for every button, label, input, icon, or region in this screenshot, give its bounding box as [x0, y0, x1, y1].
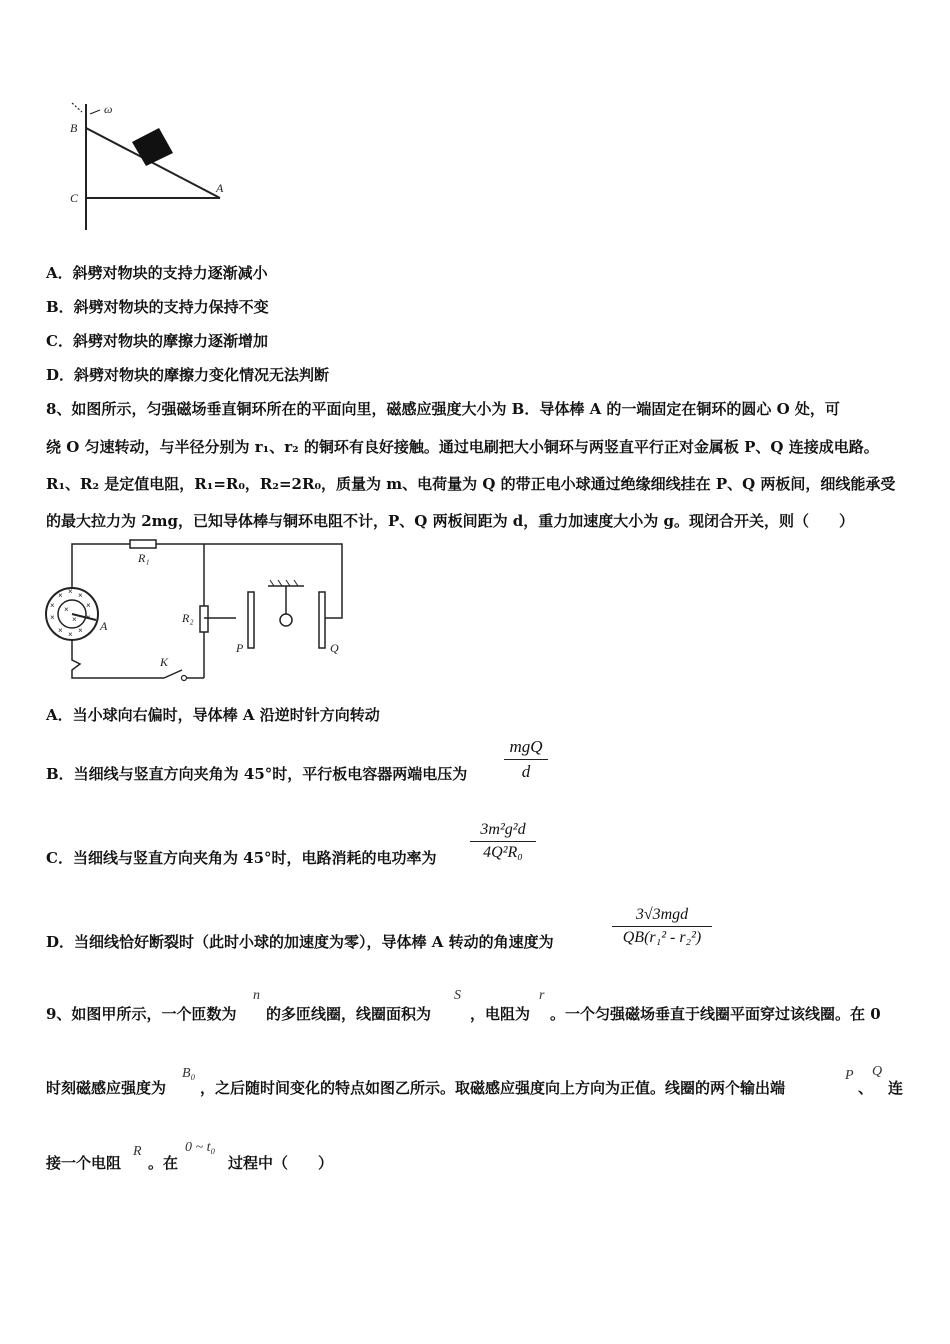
label-a: A [216, 181, 224, 195]
fraction-numerator: 3√3mgd [635, 906, 689, 923]
q9-var-q: Q [872, 1064, 883, 1079]
q8-line-2: 绕 O 匀速转动，与半径分别为 r₁、r₂ 的铜环有良好接触。通过电刷把大小铜环与两竖直平行正对金属板 P、Q 连接成电路。 [46, 438, 879, 456]
incline-figure [60, 98, 240, 238]
q7-option-a: A．斜劈对物块的支持力逐渐减小 [46, 264, 268, 282]
rotation-arrow [90, 110, 100, 114]
q7-option-c: C．斜劈对物块的摩擦力逐渐增加 [46, 332, 268, 350]
q9-line-2b: ，之后随时间变化的特点如图乙所示。取磁感应强度向上方向为正值。线圈的两个输出端 [200, 1079, 786, 1097]
fraction-denominator: d [521, 762, 531, 781]
q8-line-3: R₁、R₂ 是定值电阻，R₁=R₀，R₂=2R₀，质量为 m、电荷量为 Q 的带正电小球通过绝缘细线挂在 P、Q 两板间，细线能承受 [46, 475, 896, 493]
label-b: B [70, 121, 78, 135]
svg-text:×: × [50, 613, 55, 622]
top-wire [72, 544, 130, 588]
q9-sep: 、 [858, 1079, 874, 1097]
q9-var-t: 0 ~ t₀ [185, 1140, 216, 1155]
circuit-figure [38, 538, 358, 688]
q7-option-b: B．斜劈对物块的支持力保持不变 [46, 298, 269, 316]
q9-line-1a: 9、如图甲所示，一个匝数为 [46, 1005, 237, 1023]
svg-text:×: × [86, 601, 91, 610]
svg-text:×: × [78, 626, 83, 635]
label-r2: R₂ [182, 611, 194, 625]
q9-var-r: r [539, 988, 545, 1003]
plate-p [248, 592, 254, 648]
q9-var-n: n [253, 988, 260, 1003]
q9-line-3a: 接一个电阻 [46, 1154, 122, 1172]
svg-text:×: × [64, 605, 69, 614]
svg-text:×: × [72, 615, 77, 624]
q9-line-2a: 时刻磁感应强度为 [46, 1079, 167, 1097]
q8-line-1: 8、如图所示，匀强磁场垂直铜环所在的平面向里，磁感应强度大小为 B．导体棒 A 的一端固定在铜环的圆心 O 处，可 [46, 400, 840, 418]
q9-line-3c: 过程中（ ） [228, 1154, 334, 1172]
label-omega: ω [104, 102, 113, 116]
q9-var-p: P [845, 1068, 854, 1083]
resistor-r1 [130, 540, 156, 548]
plate-q [319, 592, 325, 648]
q8-option-b-fraction [504, 737, 548, 782]
q8-option-a: A．当小球向右偏时，导体棒 A 沿逆时针方向转动 [46, 706, 380, 724]
svg-text:×: × [68, 587, 73, 596]
rotation-mark [72, 103, 82, 112]
svg-text:×: × [78, 591, 83, 600]
label-r1: R₁ [138, 551, 150, 565]
label-c: C [70, 191, 79, 205]
q9-line-1c: ，电阻为 [470, 1005, 531, 1023]
svg-text:×: × [50, 601, 55, 610]
svg-text:×: × [68, 630, 73, 639]
q8-option-c-fraction [470, 821, 536, 862]
fraction-numerator: 3m²g²d [480, 821, 526, 838]
q8-option-c: C．当细线与竖直方向夹角为 45°时，电路消耗的电功率为 [46, 849, 437, 867]
fraction-denominator: 4Q²R₀ [483, 844, 523, 861]
q9-line-2c: 连 [888, 1079, 904, 1097]
bottom-wire [72, 640, 164, 678]
label-q: Q [330, 641, 339, 655]
q9-var-b0: B₀ [182, 1066, 196, 1081]
svg-text:×: × [58, 591, 63, 600]
resistor-r2 [200, 606, 208, 632]
q8-option-b: B．当细线与竖直方向夹角为 45°时，平行板电容器两端电压为 [46, 765, 468, 783]
q8-option-d-fraction [612, 906, 712, 947]
q9-line-1b: 的多匝线圈，线圈面积为 [266, 1005, 432, 1023]
switch-contact [182, 676, 187, 681]
switch-k [164, 670, 182, 678]
q9-line-3b: 。在 [148, 1154, 179, 1172]
q9-var-s: S [454, 988, 461, 1003]
q9-var-R: R [133, 1144, 142, 1159]
label-p: P [236, 641, 244, 655]
svg-text:×: × [58, 626, 63, 635]
fraction-numerator: mgQ [509, 737, 543, 756]
q8-option-d: D．当细线恰好断裂时（此时小球的加速度为零），导体棒 A 转动的角速度为 [46, 933, 554, 951]
charged-ball [280, 614, 292, 626]
label-k: K [160, 655, 169, 669]
q7-option-d: D．斜劈对物块的摩擦力变化情况无法判断 [46, 366, 330, 384]
label-a: A [100, 619, 108, 633]
q8-line-4: 的最大拉力为 2mg，已知导体棒与铜环电阻不计，P、Q 两板间距为 d，重力加速度大小为 g。现闭合开关，则（ ） [46, 512, 855, 530]
block [132, 128, 173, 166]
fraction-denominator: QB(r₁² - r₂²) [622, 929, 702, 946]
q9-line-1d: 。一个匀强磁场垂直于线圈平面穿过该线圈。在 0 [550, 1005, 881, 1023]
